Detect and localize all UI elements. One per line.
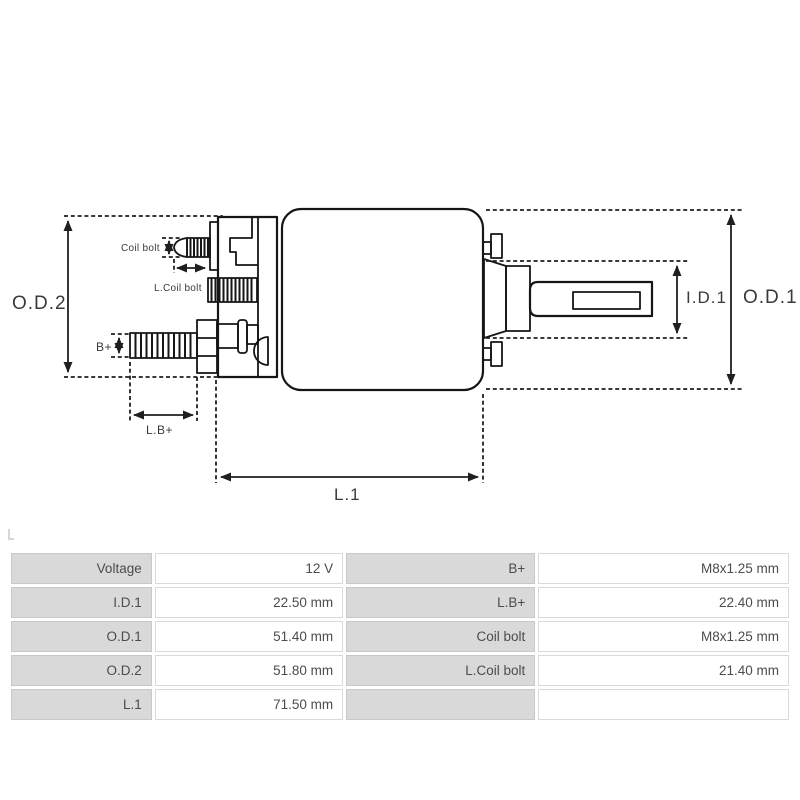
spec-row-voltage [11, 553, 789, 584]
spec-label-voltage: Voltage [11, 553, 152, 584]
spec-value-voltage: 12 V [155, 553, 343, 584]
dimension-l1 [216, 380, 483, 504]
end-cap-collar [506, 266, 530, 331]
dim-label-od2: O.D.2 [12, 293, 67, 314]
dimension-id1 [486, 261, 727, 338]
spec-value-od2: 51.80 mm [155, 655, 343, 686]
stray-artifact-mark [8, 529, 14, 540]
dimension-b-plus [96, 334, 129, 357]
spec-value-b-plus: M8x1.25 mm [538, 553, 789, 584]
spec-row-od1 [11, 621, 789, 652]
bracket-inner-notch [230, 217, 258, 265]
dimension-coil-bolt [121, 238, 205, 294]
spec-label-od1: O.D.1 [11, 621, 152, 652]
coil-bolt [174, 238, 210, 257]
spec-label-od2: O.D.2 [11, 655, 152, 686]
spec-value-coil-bolt: M8x1.25 mm [538, 621, 789, 652]
plunger-shaft [530, 282, 652, 316]
half-moon-cutout [254, 337, 268, 365]
dim-label-l1: L.1 [334, 485, 361, 504]
retainer-clip-bottom [483, 342, 502, 366]
spec-row-id1 [11, 587, 789, 618]
terminal-seat [247, 325, 258, 344]
shaft-slot [573, 292, 640, 309]
spec-label-empty [346, 689, 535, 720]
terminal-washer [238, 320, 247, 353]
coil-bolt-threads [191, 238, 209, 257]
spec-value-l1: 71.50 mm [155, 689, 343, 720]
terminal-spacer [217, 324, 238, 348]
solenoid-main-body [282, 209, 483, 390]
spec-value-l-coil-bolt: 21.40 mm [538, 655, 789, 686]
b-plus-terminal-bolt [130, 320, 258, 373]
spec-label-coil-bolt: Coil bolt [346, 621, 535, 652]
end-cap-cone [484, 259, 506, 338]
dim-label-id1: I.D.1 [686, 288, 727, 307]
spec-value-empty [538, 689, 789, 720]
spec-row-od2 [11, 655, 789, 686]
spec-row-l1 [11, 689, 789, 720]
dim-label-od1: O.D.1 [743, 287, 798, 308]
dim-label-l-coil-bolt: L.Coil bolt [154, 283, 202, 294]
retainer-clip-top [483, 234, 502, 258]
dim-label-coil-bolt: Coil bolt [121, 243, 160, 254]
spec-value-id1: 22.50 mm [155, 587, 343, 618]
dim-label-b-plus: B+ [96, 340, 113, 354]
dim-label-lb-plus: L.B+ [146, 423, 174, 437]
plunger-assembly [484, 259, 652, 338]
spec-label-lb-plus: L.B+ [346, 587, 535, 618]
coil-bolt-head [174, 238, 187, 257]
dimension-lb-plus [130, 362, 197, 437]
spec-value-od1: 51.40 mm [155, 621, 343, 652]
hex-nut [197, 320, 217, 373]
dimension-od1 [486, 210, 798, 389]
spec-table [8, 550, 792, 723]
b-plus-bolt-threads [136, 333, 191, 358]
bracket-flange-strip [210, 222, 218, 270]
spec-value-lb-plus: 22.40 mm [538, 587, 789, 618]
spec-label-l1: L.1 [11, 689, 152, 720]
coil-thread-block [208, 278, 257, 302]
spec-label-b-plus: B+ [346, 553, 535, 584]
spec-label-id1: I.D.1 [11, 587, 152, 618]
spec-label-l-coil-bolt: L.Coil bolt [346, 655, 535, 686]
